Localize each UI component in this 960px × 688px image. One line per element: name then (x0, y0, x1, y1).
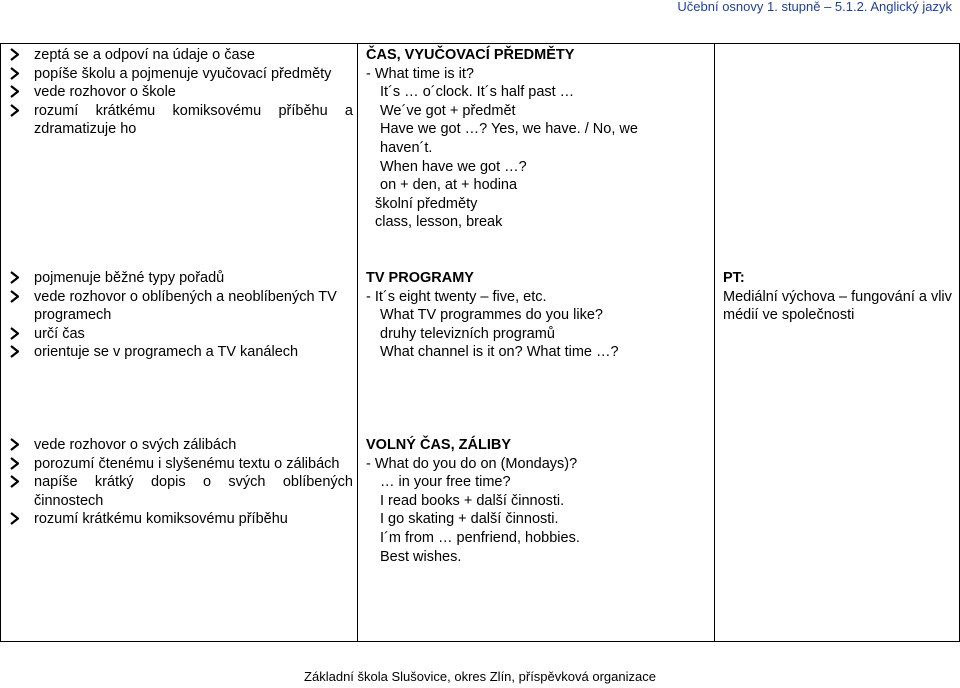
arrow-bullet-icon (10, 290, 19, 303)
arrow-bullet-icon (10, 327, 19, 340)
document-footer: Základní škola Slušovice, okres Zlín, příspěvková organizace (304, 669, 656, 684)
row-2-crosscurricular (723, 269, 955, 325)
row-1-topic (366, 46, 706, 232)
row-2-topic (366, 269, 706, 362)
topic-line: What TV programmes do you like? (380, 307, 603, 324)
topic-line: When have we got …? (380, 158, 527, 175)
column-divider (714, 44, 715, 641)
arrow-bullet-icon (10, 67, 19, 80)
topic-line: class, lesson, break (375, 214, 503, 231)
topic-line: školní předměty (375, 195, 478, 212)
arrow-bullet-icon (10, 271, 19, 284)
outcome-item (1, 288, 353, 325)
topic-title: ČAS, VYUČOVACÍ PŘEDMĚTY (366, 47, 575, 63)
topic-line: We´ve got + předmět (380, 102, 516, 119)
outcome-text: rozumí krátkému komiksovému příběhu a zdramatizuje ho (34, 102, 353, 138)
outcome-text: pojmenuje běžné typy pořadů (34, 270, 225, 286)
row-2-outcomes (1, 269, 353, 362)
topic-line: on + den, at + hodina (380, 177, 518, 194)
arrow-bullet-icon (10, 85, 19, 98)
arrow-bullet-icon (10, 104, 19, 117)
topic-line: Best wishes. (380, 548, 462, 565)
topic-title: TV PROGRAMY (366, 270, 474, 286)
topic-line: - It´s eight twenty – five, etc. (366, 288, 547, 305)
topic-line: druhy televizních programů (380, 325, 555, 342)
outcome-item (1, 510, 353, 529)
topic-line: haven´t. (380, 139, 433, 156)
outcome-item (1, 65, 353, 84)
row-1-outcomes (1, 46, 353, 139)
outcome-text: rozumí krátkému komiksovému příběhu (34, 511, 288, 528)
arrow-bullet-icon (10, 512, 19, 525)
outcome-item (1, 46, 353, 65)
column-divider (357, 44, 358, 641)
curriculum-table (0, 43, 960, 642)
arrow-bullet-icon (10, 438, 19, 451)
outcome-text: orientuje se v programech a TV kanálech (34, 344, 299, 361)
topic-line: - What do you do on (Mondays)? (366, 455, 578, 472)
outcome-item (1, 83, 353, 102)
topic-line: - What time is it? (366, 65, 474, 82)
outcome-item (1, 473, 353, 510)
topic-line: I go skating + další činnosti. (380, 511, 559, 528)
outcome-text: vede rozhovor o oblíbených a neoblíbených TV programech (34, 288, 337, 324)
outcome-text: zeptá se a odpoví na údaje o čase (34, 47, 255, 63)
pt-text: Mediální výchova – fungování a vliv médií ve společnosti (723, 288, 952, 324)
outcome-item (1, 436, 353, 455)
outcome-item (1, 269, 353, 288)
arrow-bullet-icon (10, 345, 19, 358)
outcome-item (1, 343, 353, 362)
pt-label: PT: (723, 270, 745, 286)
row-3-topic (366, 436, 706, 566)
arrow-bullet-icon (10, 48, 19, 61)
topic-line: I´m from … penfriend, hobbies. (380, 529, 580, 546)
outcome-text: vede rozhovor o svých zálibách (34, 437, 237, 453)
outcome-text: popíše školu a pojmenuje vyučovací předměty (34, 65, 332, 82)
topic-line: I read books + další činnosti. (380, 492, 565, 509)
topic-line: What channel is it on? What time …? (380, 344, 619, 361)
topic-line: It´s … o´clock. It´s half past … (380, 84, 575, 101)
outcome-text: napíše krátký dopis o svých oblíbených činnostech (34, 474, 353, 509)
arrow-bullet-icon (10, 457, 19, 470)
outcome-text: vede rozhovor o škole (34, 84, 176, 101)
topic-line: … in your free time? (380, 474, 511, 491)
topic-title: VOLNÝ ČAS, ZÁLIBY (366, 437, 512, 453)
outcome-item (1, 455, 353, 474)
outcome-item (1, 102, 353, 139)
outcome-text: porozumí čtenému i slyšenému textu o zálibách (34, 455, 340, 472)
row-3-outcomes (1, 436, 353, 529)
document-header: Učební osnovy 1. stupně – 5.1.2. Anglický jazyk (677, 0, 952, 14)
outcome-text: určí čas (34, 325, 85, 342)
arrow-bullet-icon (10, 475, 19, 488)
topic-line: Have we got …? Yes, we have. / No, we (380, 121, 638, 138)
outcome-item (1, 325, 353, 344)
